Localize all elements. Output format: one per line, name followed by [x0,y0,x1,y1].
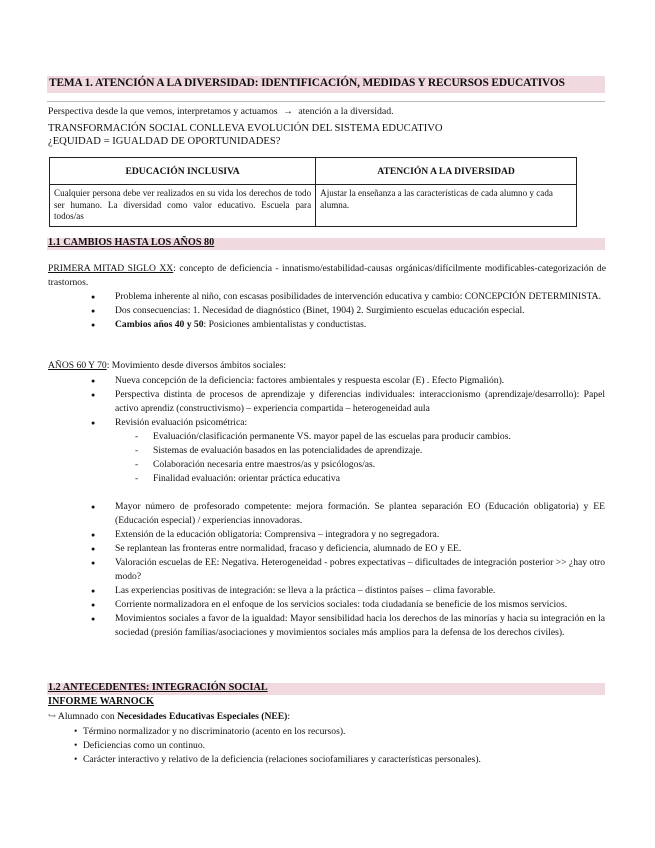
eval-label: Revisión evaluación psicométrica: [115,417,248,428]
arrow-right-icon: → [283,106,293,117]
table-cell: Ajustar la enseñanza a las características de cada alumno y cada alumna. [316,185,577,227]
period-text: : concepto de deficiencia - innatismo/estabilidad-causas orgánicas/difícilmente modificables-categorización de trastornos. [48,263,606,289]
lead-end: : [287,711,291,722]
list-item: • Término normalizador y no discriminatorio (acento en los recursos). [47,725,481,739]
anos-60-70-list [47,374,605,486]
paragraph-anos-60-70 [48,359,606,373]
list-item: ● Corriente normalizadora en el enfoque de los servicios sociales: toda ciudadanía se beneficie de los mismos servicios. [47,598,605,612]
eval-sublist [115,430,605,486]
paragraph-primera-mitad [48,262,606,290]
list-item [47,318,605,332]
section-2-subtitle: INFORME WARNOCK [48,696,154,707]
period-label: PRIMERA MITAD SIGLO XX [48,263,174,274]
section-1-title: 1.1 CAMBIOS HASTA LOS AÑOS 80 [48,237,215,248]
list-item-text: : Posiciones ambientalistas y conductistas. [203,319,367,330]
list-item: ● Las experiencias positivas de integración: se lleva a la práctica – distintos países – clima favorable. [47,584,605,598]
table-header-row [50,158,577,185]
list-item: ● Nueva concepción de la deficiencia: factores ambientales y respuesta escolar (E) . Efecto Pigmalión). [47,374,605,388]
list-item: ● Se replantean las fronteras entre normalidad, fracaso y deficiencia, alumnado de EO y EE. [47,542,605,556]
list-item: ● Problema inherente al niño, con escasas posibilidades de intervención educativa y cambio: CONCEPCIÓN DETERMINISTA. [47,290,605,304]
table-cell: Cualquier persona debe ver realizados en su vida los derechos de todo ser humano. La diversidad como valor educativo. Escuela para todos/as [50,185,316,227]
lead-bold: Necesidades Educativas Especiales (NEE) [117,711,288,722]
title-rule [47,101,605,102]
sublist-item: - Evaluación/clasificación permanente VS. mayor papel de las escuelas para producir cambios. [115,430,605,444]
table-row [50,185,577,227]
intro-transformation: TRANSFORMACIÓN SOCIAL CONLLEVA EVOLUCIÓN DEL SISTEMA EDUCATIVO [48,123,443,134]
changes-list [47,500,605,640]
table-header: EDUCACIÓN INCLUSIVA [50,158,316,185]
nee-list [47,725,481,767]
list-item: ● Mayor número de profesorado competente: mejora formación. Se plantea separación EO (Educación obligatoria) y EE (Educación especial) / experiencias innovadoras. [47,500,605,528]
section-2-title: 1.2 ANTECEDENTES: INTEGRACIÓN SOCIAL [48,682,268,693]
perspective-text: Perspectiva desde la que vemos, interpretamos y actuamos [48,106,278,117]
sublist-item: - Colaboración necesaria entre maestros/as y psicólogos/as. [115,458,605,472]
list-item: ● Movimientos sociales a favor de la igualdad: Mayor sensibilidad hacia los derechos de las minorías y hacia su integración en la sociedad (presión familias/asociaciones y movimientos sociales más amplios para la defensa de los derechos civiles). [47,612,605,640]
sublist-item: - Sistemas de evaluación basados en las potencialidades de aprendizaje. [115,444,605,458]
period-text: : Movimiento desde diversos ámbitos sociales: [106,360,287,371]
list-item: ● Extensión de la educación obligatoria: Comprensiva – integradora y no segregadora. [47,528,605,542]
return-arrow-icon: ↪ [48,711,57,722]
list-item: ● Dos consecuencias: 1. Necesidad de diagnóstico (Binet, 1904) 2. Surgimiento escuelas educación especial. [47,304,605,318]
lead-text: Alumnado con [57,711,118,722]
primera-mitad-list [47,290,605,332]
list-item-bold: Cambios años 40 y 50 [115,319,204,330]
intro-question: ¿EQUIDAD = IGUALDAD DE OPORTUNIDADES? [48,136,281,147]
perspective-target: atención a la diversidad. [298,106,394,117]
list-item: • Carácter interactivo y relativo de la deficiencia (relaciones sociofamiliares y características personales). [47,753,481,767]
list-item: • Deficiencias como un continuo. [47,739,481,753]
list-item: ● Valoración escuelas de EE: Negativa. Heterogeneidad - pobres expectativas – dificultades de integración posterior >> ¿hay otro modo? [47,556,605,584]
comparison-table [49,157,577,227]
period-label: AÑOS 60 Y 70 [48,360,107,371]
list-item [47,416,605,486]
list-item: ● Perspectiva distinta de procesos de aprendizaje y diferencias individuales: interaccionismo (aprendizaje/desarrollo): Papel activo aprendiz (constructivismo) – experiencia compartida – heterogeneidad aula [47,388,605,416]
table-header: ATENCIÓN A LA DIVERSIDAD [316,158,577,185]
page-title: TEMA 1. ATENCIÓN A LA DIVERSIDAD: IDENTIFICACIÓN, MEDIDAS Y RECURSOS EDUCATIVOS [49,77,565,89]
nee-lead [48,711,290,722]
intro-perspective [48,106,394,117]
sublist-item: - Finalidad evaluación: orientar práctica educativa [115,472,605,486]
